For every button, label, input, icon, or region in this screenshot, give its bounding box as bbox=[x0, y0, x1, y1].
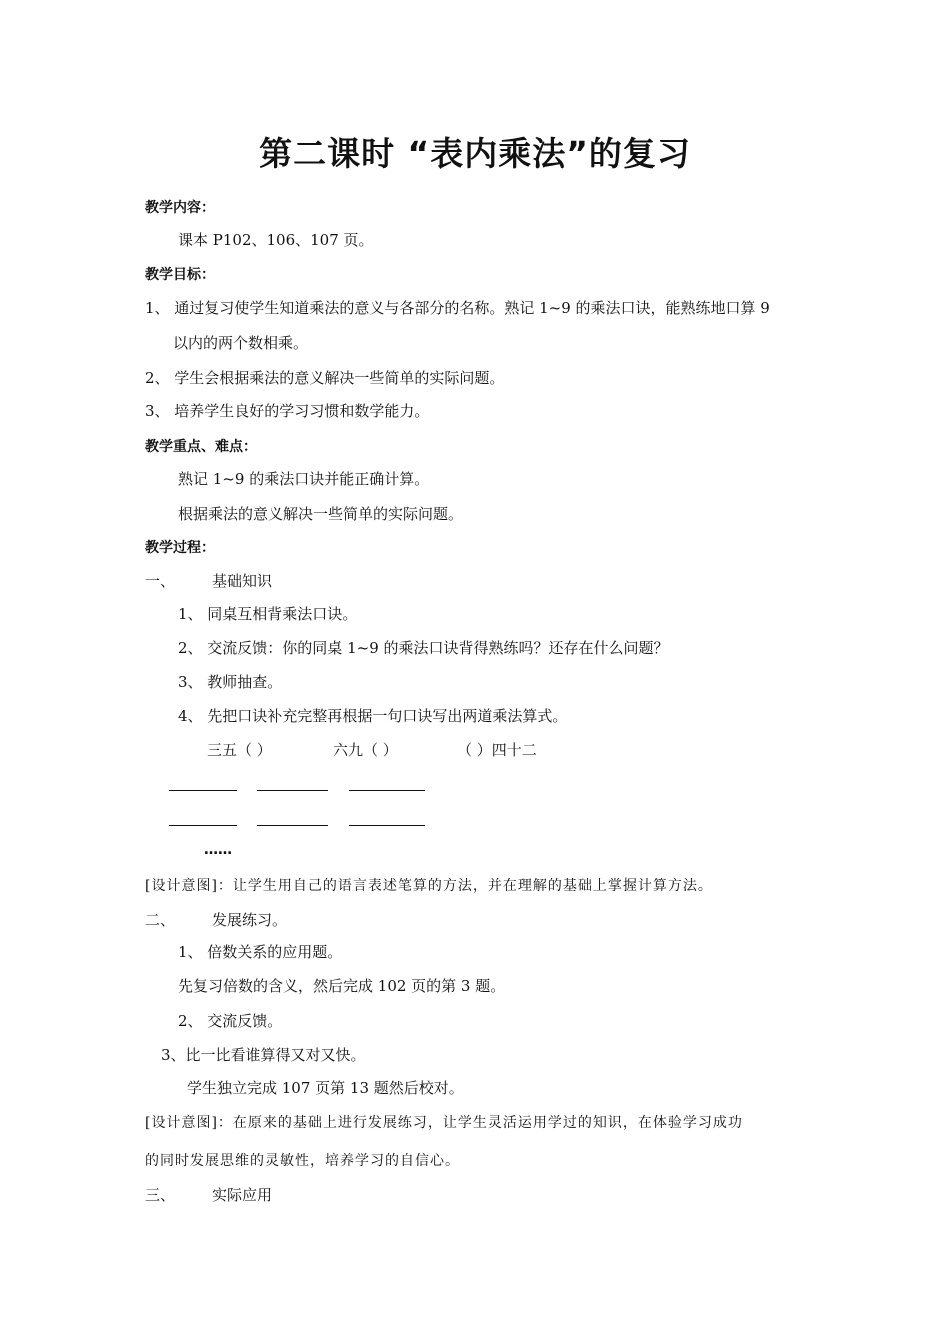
section-1-number: 一、 bbox=[145, 572, 176, 590]
section-2-step-1-detail: 先复习倍数的含义，然后完成 102 页的第 3 题。 bbox=[178, 977, 506, 995]
answer-line-1b bbox=[169, 825, 237, 826]
page-title: 第二课时 “表内乘法”的复习 bbox=[259, 134, 691, 173]
section-3-title: 实际应用 bbox=[212, 1186, 273, 1204]
objective-1-line-1: 1、 通过复习使学生知道乘法的意义与各部分的名称。熟记 1~9 的乘法口诀，能熟练地口算 9 bbox=[145, 299, 770, 317]
section-3-number: 三、 bbox=[145, 1186, 176, 1204]
ellipsis: …… bbox=[204, 842, 232, 858]
objective-1-line-2: 以内的两个数相乘。 bbox=[173, 334, 309, 352]
answer-line-2a bbox=[257, 790, 328, 791]
key-points-heading: 教学重点、难点： bbox=[145, 439, 257, 455]
objective-2: 2、 学生会根据乘法的意义解决一些简单的实际问题。 bbox=[145, 369, 505, 387]
section-2-step-3: 3、比一比看谁算得又对又快。 bbox=[161, 1046, 366, 1064]
section-2-step-1: 1、 倍数关系的应用题。 bbox=[178, 943, 343, 961]
content-heading: 教学内容： bbox=[145, 200, 215, 216]
process-heading: 教学过程： bbox=[145, 540, 215, 556]
section-1-title: 基础知识 bbox=[212, 572, 273, 590]
section-2-number: 二、 bbox=[145, 911, 176, 929]
design-intent-1: [设计意图]：让学生用自己的语言表述笔算的方法，并在理解的基础上掌握计算方法。 bbox=[145, 878, 713, 894]
section-2-step-2: 2、 交流反馈。 bbox=[178, 1012, 283, 1030]
key-point-1: 熟记 1~9 的乘法口诀并能正确计算。 bbox=[178, 470, 430, 488]
answer-line-3a bbox=[349, 790, 425, 791]
answer-line-3b bbox=[349, 825, 425, 826]
fill-blank-3: （ ）四十二 bbox=[457, 741, 537, 759]
answer-line-1a bbox=[169, 790, 237, 791]
answer-line-2b bbox=[257, 825, 328, 826]
key-point-2: 根据乘法的意义解决一些简单的实际问题。 bbox=[178, 505, 464, 523]
fill-blank-2: 六九（ ） bbox=[333, 741, 398, 759]
section-1-step-4: 4、 先把口诀补充完整再根据一句口诀写出两道乘法算式。 bbox=[178, 707, 568, 725]
section-2-step-3-detail: 学生独立完成 107 页第 13 题然后校对。 bbox=[187, 1079, 464, 1097]
content-text: 课本 P102、106、107 页。 bbox=[178, 231, 374, 249]
design-intent-2-line-2: 的同时发展思维的灵敏性，培养学习的自信心。 bbox=[145, 1153, 460, 1169]
section-1-step-1: 1、 同桌互相背乘法口诀。 bbox=[178, 605, 358, 623]
section-1-step-2: 2、 交流反馈：你的同桌 1~9 的乘法口诀背得熟练吗？还存在什么问题？ bbox=[178, 639, 669, 657]
fill-blank-1: 三五（ ） bbox=[207, 741, 272, 759]
design-intent-2-line-1: [设计意图]：在原来的基础上进行发展练习，让学生灵活运用学过的知识，在体验学习成功 bbox=[145, 1115, 743, 1131]
section-1-step-3: 3、 教师抽查。 bbox=[178, 673, 283, 691]
section-2-title: 发展练习。 bbox=[212, 911, 288, 929]
objectives-heading: 教学目标： bbox=[145, 267, 215, 283]
objective-3: 3、 培养学生良好的学习习惯和数学能力。 bbox=[145, 402, 430, 420]
